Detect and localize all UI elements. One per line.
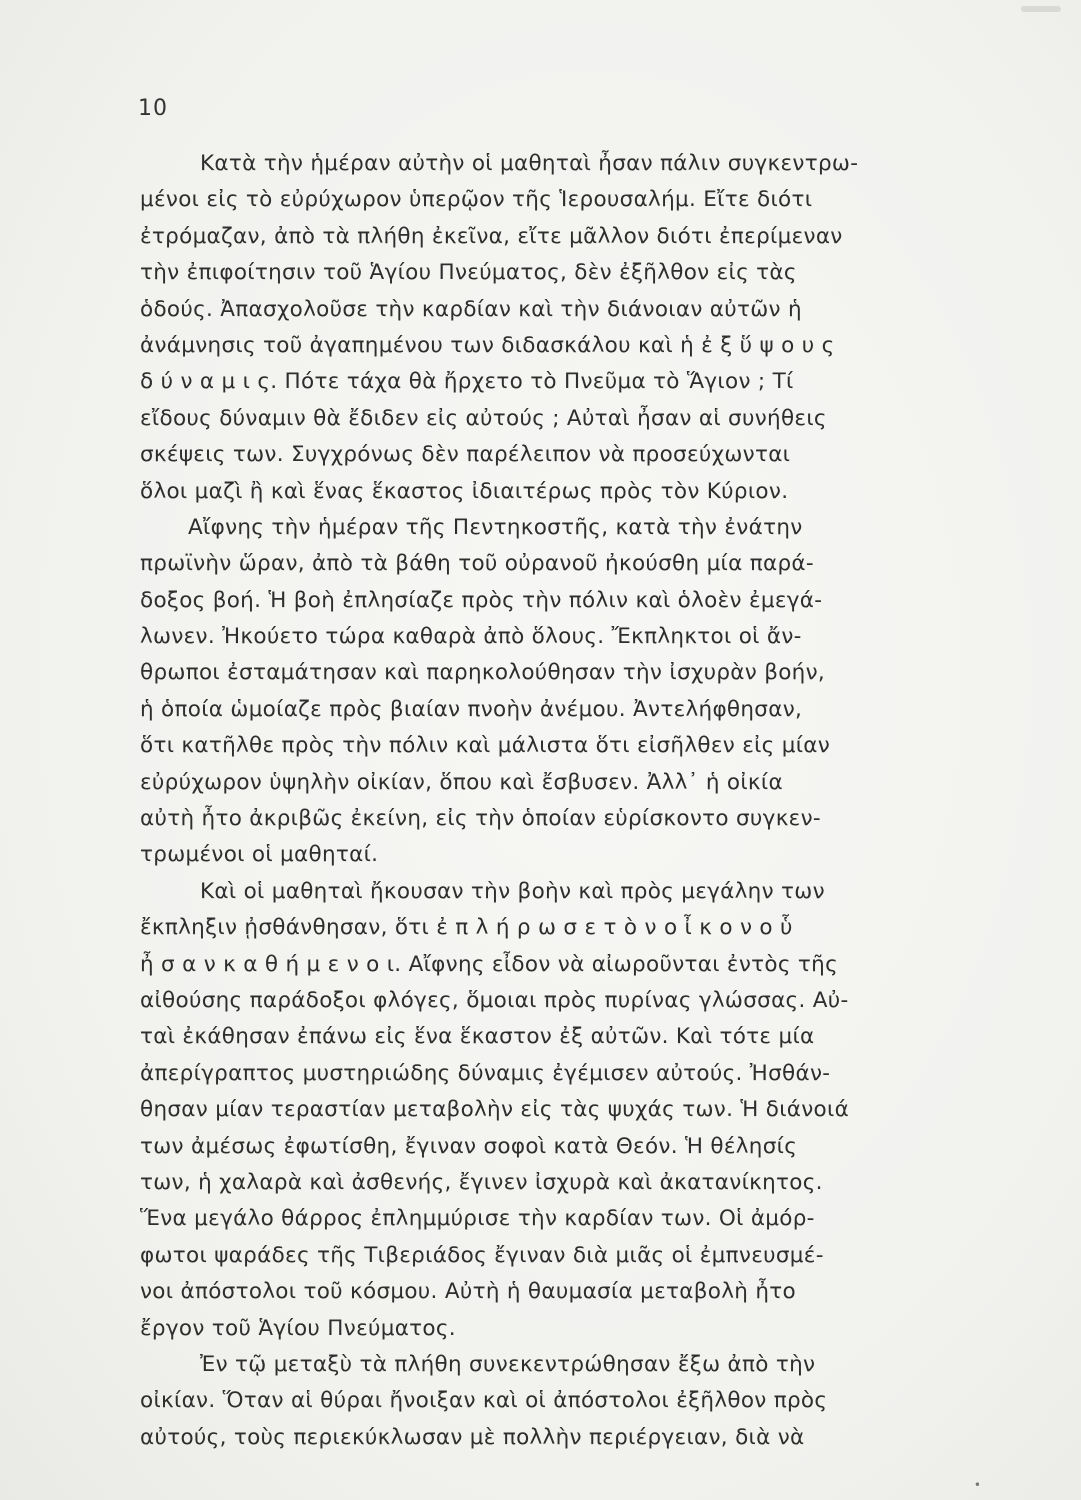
text-line: ἡ ὁποία ὡμοίαζε πρὸς βιαίαν πνοὴν ἀνέμου. Ἀντελήφθησαν,	[140, 696, 803, 722]
text-line: θρωποι ἐσταμάτησαν καὶ παρηκολούθησαν τὴν ἰσχυρὰν βοήν,	[140, 660, 826, 686]
text-line: ὁδούς. Ἀπασχολοῦσε τὴν καρδίαν καὶ τὴν διάνοιαν αὐτῶν ἡ	[140, 296, 802, 322]
text-line: εἴδους δύναμιν θὰ ἔδιδεν εἰς αὐτούς ; Αὐταὶ ἦσαν αἱ συνήθεις	[140, 405, 827, 431]
text-line: σκέψεις των. Συγχρόνως δὲν παρέλειπον νὰ προσεύχωνται	[140, 442, 791, 468]
text-line: οἰκίαν. Ὅταν αἱ θύραι ἤνοιξαν καὶ οἱ ἀπόστολοι ἐξῆλθον πρὸς	[140, 1388, 828, 1414]
text-line: αἰθούσης παράδοξοι φλόγες, ὅμοιαι πρὸς πυρίνας γλώσσας. Αὐ-	[140, 987, 849, 1013]
text-line: ταὶ ἐκάθησαν ἐπάνω εἰς ἕνα ἕκαστον ἐξ αὐτῶν. Καὶ τότε μία	[140, 1024, 815, 1050]
text-line: Καὶ οἱ μαθηταὶ ἤκουσαν τὴν βοὴν καὶ πρὸς μεγάλην των	[200, 878, 825, 904]
text-line: ἐτρόμαζαν, ἀπὸ τὰ πλήθη ἐκεῖνα, εἴτε μᾶλλον διότι ἐπερίμεναν	[140, 223, 843, 249]
scan-dot-mark: •	[973, 1478, 981, 1492]
text-line: ἔργον τοῦ Ἁγίου Πνεύματος.	[140, 1315, 456, 1341]
text-line: ἀπερίγραπτος μυστηριώδης δύναμις ἐγέμισεν αὐτούς. Ἠσθάν-	[140, 1060, 831, 1086]
text-line: δ ύ ν α μ ι ς. Πότε τάχα θὰ ἤρχετο τὸ Πνεῦμα τὸ Ἅγιον ; Τί	[140, 369, 794, 395]
text-line: Αἴφνης τὴν ἡμέραν τῆς Πεντηκοστῆς, κατὰ τὴν ἐνάτην	[188, 514, 803, 540]
text-line: ὅτι κατῆλθε πρὸς τὴν πόλιν καὶ μάλιστα ὅτι εἰσῆλθεν εἰς μίαν	[140, 733, 831, 759]
text-line: φωτοι ψαράδες τῆς Τιβεριάδος ἔγιναν διὰ μιᾶς οἱ ἐμπνευσμέ-	[140, 1242, 824, 1268]
scan-smudge	[1021, 6, 1061, 12]
text-line: τρωμένοι οἱ μαθηταί.	[140, 842, 379, 868]
text-line: λωνεν. Ἠκούετο τώρα καθαρὰ ἀπὸ ὅλους. Ἔκπληκτοι οἱ ἄν-	[140, 624, 802, 650]
text-line: ὅλοι μαζὶ ἢ καὶ ἕνας ἕκαστος ἰδιαιτέρως πρὸς τὸν Κύριον.	[140, 478, 789, 504]
text-line: θησαν μίαν τεραστίαν μεταβολὴν εἰς τὰς ψυχάς των. Ἡ διάνοιά	[140, 1097, 850, 1123]
text-line: μένοι εἰς τὸ εὐρύχωρον ὑπερῷον τῆς Ἱερουσαλήμ. Εἴτε διότι	[140, 187, 813, 213]
text-line: Ἕνα μεγάλο θάρρος ἐπλημμύρισε τὴν καρδίαν των. Οἱ ἀμόρ-	[140, 1206, 815, 1232]
text-line: των ἀμέσως ἐφωτίσθη, ἔγιναν σοφοὶ κατὰ Θεόν. Ἡ θέλησίς	[140, 1133, 798, 1159]
page-number: 10	[138, 96, 168, 121]
text-line: αὐτὴ ἦτο ἀκριβῶς ἐκείνη, εἰς τὴν ὁποίαν εὑρίσκοντο συγκεν-	[140, 806, 821, 832]
text-line: εὐρύχωρον ὑψηλὴν οἰκίαν, ὅπου καὶ ἔσβυσεν. Ἀλλ᾽ ἡ οἰκία	[140, 769, 783, 795]
text-line: Ἐν τῷ μεταξὺ τὰ πλήθη συνεκεντρώθησαν ἔξω ἀπὸ τὴν	[200, 1351, 816, 1377]
text-line: πρωϊνὴν ὥραν, ἀπὸ τὰ βάθη τοῦ οὐρανοῦ ἠκούσθη μία παρά-	[140, 551, 814, 577]
text-line: ἀνάμνησις τοῦ ἀγαπημένου των διδασκάλου καὶ ἡ ἐ ξ ὕ ψ ο υ ς	[140, 332, 835, 358]
body-text	[140, 146, 1020, 1456]
text-line: ἔκπληξιν ᾐσθάνθησαν, ὅτι ἐ π λ ή ρ ω σ ε τ ὸ ν ο ἶ κ ο ν ο ὗ	[140, 915, 793, 941]
text-line: δοξος βοή. Ἡ βοὴ ἐπλησίαζε πρὸς τὴν πόλιν καὶ ὁλοὲν ἐμεγά-	[140, 587, 823, 613]
text-line: τὴν ἐπιφοίτησιν τοῦ Ἁγίου Πνεύματος, δὲν ἐξῆλθον εἰς τὰς	[140, 260, 797, 286]
text-line: των, ἡ χαλαρὰ καὶ ἀσθενής, ἔγινεν ἰσχυρὰ καὶ ἀκατανίκητος.	[140, 1169, 823, 1195]
text-line: ἦ σ α ν κ α θ ή μ ε ν ο ι. Αἴφνης εἶδον νὰ αἰωροῦνται ἐντὸς τῆς	[140, 951, 838, 977]
text-line: νοι ἀπόστολοι τοῦ κόσμου. Αὐτὴ ἡ θαυμασία μεταβολὴ ἦτο	[140, 1279, 796, 1305]
text-line: Κατὰ τὴν ἡμέραν αὐτὴν οἱ μαθηταὶ ἦσαν πάλιν συγκεντρω-	[200, 151, 859, 176]
text-line: αὐτούς, τοὺς περιεκύκλωσαν μὲ πολλὴν περιέργειαν, διὰ νὰ	[140, 1424, 805, 1450]
